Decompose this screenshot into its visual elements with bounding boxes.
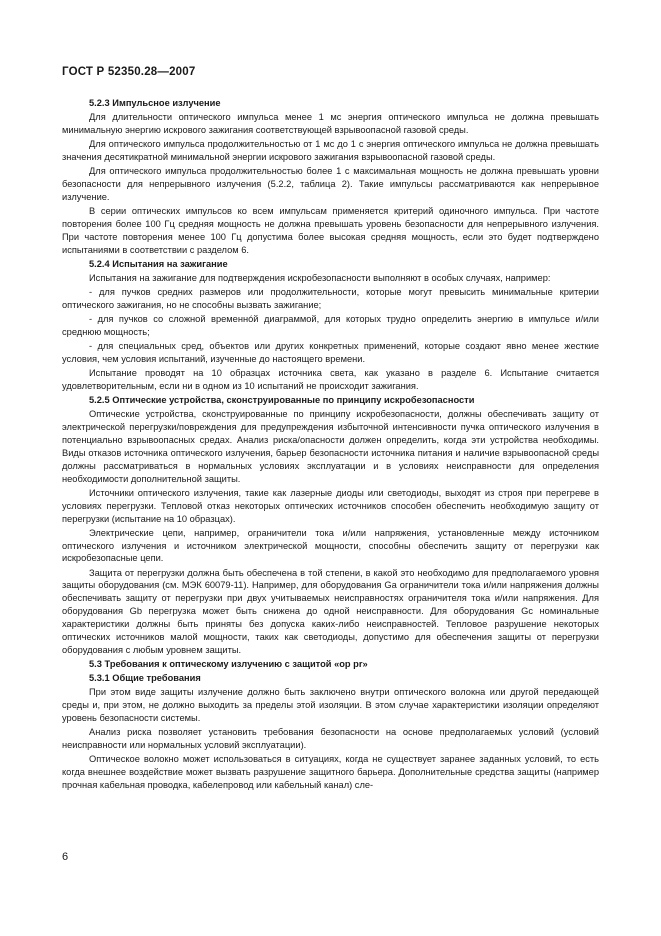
paragraph: - для специальных сред, объектов или других конкретных применений, которые создают явно менее жесткие условия, чем условия испытаний, изученные до настоящего времени. — [62, 341, 599, 364]
paragraph: Для оптического импульса продолжительностью более 1 с максимальная мощность не должна превышать уровни безопасности для непрерывного излучения (5.2.2, таблица 2). Такие импульсы рассматриваются как непрерывное излучение. — [62, 166, 599, 202]
paragraph: Для длительности оптического импульса менее 1 мс энергия оптического импульса не должна превышать минимальную энергию искрового зажигания соответствующей взрывоопасной газовой среды. — [62, 112, 599, 135]
paragraph: Для оптического импульса продолжительностью от 1 мс до 1 с энергия оптического импульса не должна превышать значения десятикратной минимальной энергии искрового зажигания взрывоопасной газовой среды. — [62, 139, 599, 162]
section-heading: 5.2.3 Импульсное излучение — [89, 98, 221, 108]
page-number: 6 — [62, 851, 69, 863]
paragraph: Оптическое волокно может использоваться в ситуациях, когда не существует заранее заданных условий, то есть когда внешнее воздействие может вызвать разрушение защитного барьера. Дополнительные средства защиты (например прочная кабельная проводка, кабелепровод или кабельный канал) сле- — [62, 754, 599, 790]
paragraph: Испытания на зажигание для подтверждения искробезопасности выполняют в особых случаях, например: — [89, 272, 551, 283]
paragraph: Оптические устройства, сконструированные по принципу искробезопасности, должны обеспечивать защиту от электрической перегрузки/повреждения для предупреждения избыточной интенсивности пучка оптического излучения в потенциально взрывоопасных средах. Анализ риска/опасности должен определить, когда эти устройства необходимы. Виды отказов источника оптического излучения, барьер безопасности источника питания и наличие взрывоопасной среды должны рассматриваться в нормальных условиях эксплуатации и в условиях неисправности для определения необходимости дополнительной защиты. — [62, 409, 599, 484]
paragraph: Источники оптического излучения, такие как лазерные диоды или светодиоды, выходят из строя при перегреве в условиях перегрузки. Тепловой отказ некоторых оптических источников способен обеспечить необходимую защиту от перегрузки (испытание на 10 образцах). — [62, 487, 599, 524]
section-heading: 5.3 Требования к оптическому излучению с защитой «op pr» — [89, 659, 368, 670]
paragraph: - для пучков со сложной временнóй диаграммой, для которых трудно определить энергию в импульсе и/или среднюю мощность; — [62, 314, 599, 337]
section-heading: 5.3.1 Общие требования — [89, 673, 201, 684]
standard-header: ГОСТ Р 52350.28—2007 — [62, 66, 196, 78]
paragraph: В серии оптических импульсов ко всем импульсам применяется критерий одиночного импульса. При частоте повторения более 100 Гц средняя мощность не должна превышать уровень безопасности для непрерывного излучения. При частоте повторения менее 100 Гц допустима более высокая средняя мощность, если это будет подтверждено испытаниями в соответствии с разделом 6. — [62, 206, 599, 255]
section-heading: 5.2.5 Оптические устройства, сконструированные по принципу искробезопасности — [89, 395, 475, 405]
paragraph: Электрические цепи, например, ограничители тока и/или напряжения, установленные между источником оптического излучения и источником электрической мощности, способны обеспечить защиту от перегрузки как искробезопасные цепи. — [62, 527, 599, 564]
paragraph: При этом виде защиты излучение должно быть заключено внутри оптического волокна или другой передающей среды и, при этом, не должно выходить за пределы этой изоляции. В этом случае характеристики изоляции определяют уровень безопасности системы. — [62, 687, 599, 724]
paragraph: Испытание проводят на 10 образцах источника света, как указано в разделе 6. Испытание считается удовлетворительным, если ни в одном из 10 испытаний не происходит зажигания. — [62, 368, 599, 391]
section-heading: 5.2.4 Испытания на зажигание — [89, 258, 228, 269]
paragraph: Анализ риска позволяет установить требования безопасности на основе предполагаемых условий (условий неисправности или нормальных условий эксплуатации). — [62, 727, 599, 751]
document-body — [62, 97, 599, 793]
paragraph: Защита от перегрузки должна быть обеспечена в той степени, в какой это необходимо для предполагаемого уровня защиты оборудования (см. МЭК 60079-11). Например, для оборудования Ga ограничители тока и/или напряжения должны обеспечивать защиту от перегрузки при двух учитываемых неисправностях ограничителя тока и/или напряжения. Для оборудования Gb перегрузка может быть снижена до одной неисправности. Для оборудования Gc номинальные характеристики должны быть приняты без допуска каких-либо неисправностей. Тепловое разрушение некоторых оптических источников малой мощности, таких как светодиоды, допустимо для обеспечения защиты от перегрузки оборудования с любым уровнем защиты. — [62, 567, 599, 655]
paragraph: - для пучков средних размеров или продолжительности, которые могут превысить минимальные критерии оптического зажигания, но не способны вызвать зажигание; — [62, 287, 599, 310]
